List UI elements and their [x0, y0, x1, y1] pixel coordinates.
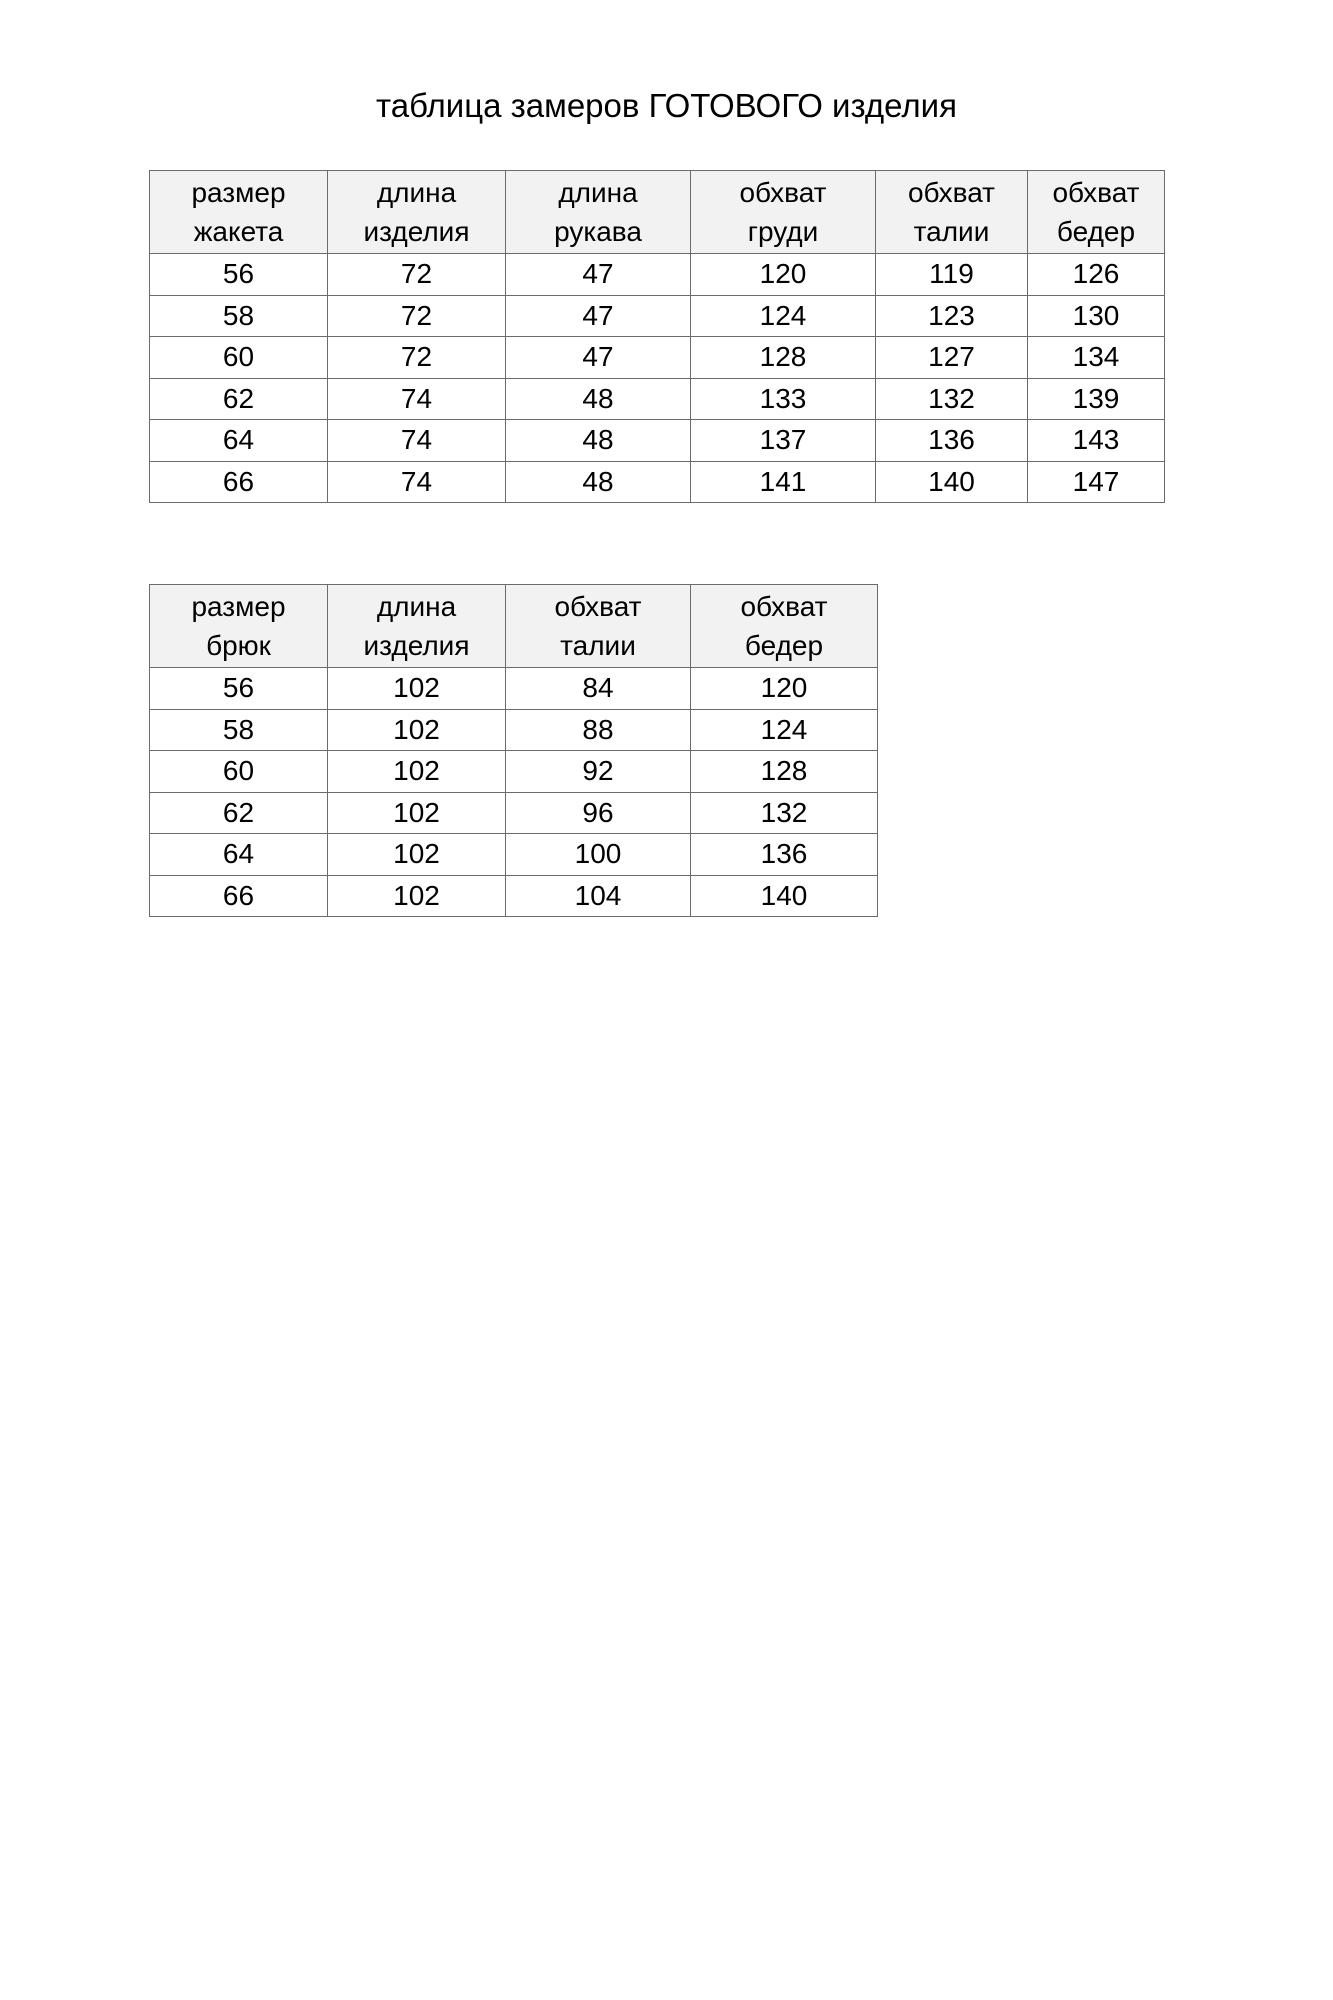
table-row: [150, 834, 878, 876]
table-cell: 143: [1028, 420, 1165, 462]
table-row: [150, 337, 1165, 379]
table-row: [150, 378, 1165, 420]
table-cell: 48: [506, 461, 691, 503]
table-cell: 56: [150, 254, 328, 296]
table-cell: 72: [328, 337, 506, 379]
table-cell: 139: [1028, 378, 1165, 420]
table-header-row: [150, 585, 878, 668]
table-cell: 141: [691, 461, 876, 503]
table-cell: 47: [506, 254, 691, 296]
table-cell: 102: [328, 709, 506, 751]
header-chest-girth: обхват груди: [691, 171, 876, 254]
page-title: таблица замеров ГОТОВОГО изделия: [376, 87, 957, 124]
table-cell: 48: [506, 420, 691, 462]
table-cell: 66: [150, 461, 328, 503]
table-cell: 74: [328, 378, 506, 420]
table-cell: 62: [150, 792, 328, 834]
table-cell: 48: [506, 378, 691, 420]
table-cell: 60: [150, 337, 328, 379]
table-cell: 84: [506, 668, 691, 710]
table-cell: 128: [691, 751, 878, 793]
table-row: [150, 461, 1165, 503]
pants-size-table: [149, 584, 878, 917]
table-row: [150, 254, 1165, 296]
table-cell: 100: [506, 834, 691, 876]
table-cell: 134: [1028, 337, 1165, 379]
table-cell: 92: [506, 751, 691, 793]
table-cell: 136: [691, 834, 878, 876]
table-cell: 47: [506, 295, 691, 337]
table-cell: 132: [691, 792, 878, 834]
table-row: [150, 295, 1165, 337]
table-cell: 102: [328, 751, 506, 793]
table-cell: 102: [328, 792, 506, 834]
table-cell: 64: [150, 834, 328, 876]
table-cell: 124: [691, 295, 876, 337]
header-pants-size: размер брюк: [150, 585, 328, 668]
table-cell: 60: [150, 751, 328, 793]
table-cell: 128: [691, 337, 876, 379]
table-cell: 120: [691, 668, 878, 710]
table-cell: 74: [328, 420, 506, 462]
table-header-row: [150, 171, 1165, 254]
header-waist-girth: обхват талии: [506, 585, 691, 668]
table-row: [150, 751, 878, 793]
table-cell: 96: [506, 792, 691, 834]
table-cell: 102: [328, 834, 506, 876]
table-cell: 119: [876, 254, 1028, 296]
header-jacket-size: размер жакета: [150, 171, 328, 254]
table-cell: 147: [1028, 461, 1165, 503]
jacket-size-table: [149, 170, 1165, 503]
table-cell: 74: [328, 461, 506, 503]
header-waist-girth: обхват талии: [876, 171, 1028, 254]
table-cell: 104: [506, 875, 691, 917]
header-sleeve-length: длина рукава: [506, 171, 691, 254]
table-cell: 136: [876, 420, 1028, 462]
table-cell: 126: [1028, 254, 1165, 296]
table-cell: 140: [691, 875, 878, 917]
table-row: [150, 792, 878, 834]
table-cell: 72: [328, 254, 506, 296]
table-row: [150, 420, 1165, 462]
table-cell: 133: [691, 378, 876, 420]
header-item-length: длина изделия: [328, 585, 506, 668]
table-row: [150, 709, 878, 751]
table-cell: 132: [876, 378, 1028, 420]
table-cell: 56: [150, 668, 328, 710]
table-cell: 47: [506, 337, 691, 379]
table-cell: 140: [876, 461, 1028, 503]
table-cell: 62: [150, 378, 328, 420]
header-hip-girth: обхват бедер: [1028, 171, 1165, 254]
table-cell: 64: [150, 420, 328, 462]
table-cell: 58: [150, 709, 328, 751]
table-cell: 88: [506, 709, 691, 751]
table-row: [150, 668, 878, 710]
table-cell: 66: [150, 875, 328, 917]
header-hip-girth: обхват бедер: [691, 585, 878, 668]
table-cell: 102: [328, 875, 506, 917]
table-cell: 58: [150, 295, 328, 337]
table-cell: 123: [876, 295, 1028, 337]
table-cell: 124: [691, 709, 878, 751]
table-cell: 102: [328, 668, 506, 710]
table-cell: 137: [691, 420, 876, 462]
table-cell: 130: [1028, 295, 1165, 337]
table-cell: 120: [691, 254, 876, 296]
table-row: [150, 875, 878, 917]
table-cell: 72: [328, 295, 506, 337]
header-item-length: длина изделия: [328, 171, 506, 254]
table-cell: 127: [876, 337, 1028, 379]
